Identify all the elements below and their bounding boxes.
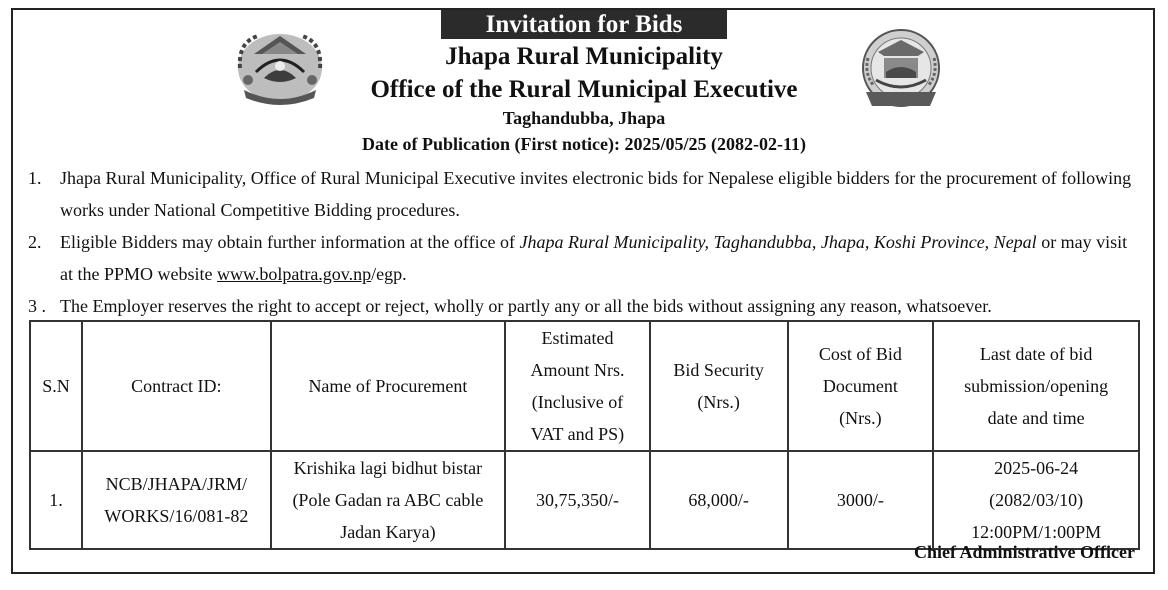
cell-last-date [933, 451, 1139, 549]
cell-bid-security: 68,000/- [650, 451, 788, 549]
paragraph-text-part: Eligible Bidders may obtain further information at the office of [60, 232, 520, 252]
office-location-italic: Jhapa Rural Municipality, Taghandubba, Jhapa, Koshi Province, Nepal [519, 232, 1037, 252]
header-cost-of-document [788, 321, 934, 451]
header-line: Last date of bid [979, 344, 1093, 364]
paragraph-text: Jhapa Rural Municipality, Office of Rural Municipal Executive invites electronic bids for Nepalese eligible bidders for the procurement of following works under National Competitive Bidding procedures. [60, 168, 1132, 220]
cell-procurement-name [271, 451, 505, 549]
cell-line: NCB/JHAPA/JRM/ [105, 474, 248, 494]
header-line: Bid Security [673, 360, 764, 380]
paragraph-2 [28, 226, 1143, 290]
cell-line: WORKS/16/081-82 [104, 506, 249, 526]
cell-cost-of-document: 3000/- [788, 451, 934, 549]
paragraph-text: The Employer reserves the right to accept or reject, wholly or partly any or all the bids without assigning any reason, whatsoever. [60, 296, 992, 316]
cell-line: 12:00PM/1:00PM [971, 522, 1102, 542]
header-line: (Inclusive of [531, 392, 624, 412]
municipality-title: Jhapa Rural Municipality [445, 43, 723, 70]
cell-line: (2082/03/10) [989, 490, 1084, 510]
notice-banner: Invitation for Bids [441, 10, 727, 39]
paragraph-number: 3 . [28, 296, 46, 316]
cell-estimated-amount: 30,75,350/- [505, 451, 650, 549]
ppmo-website-link[interactable]: www.bolpatra.gov.np [217, 264, 372, 284]
table-row [30, 451, 1139, 549]
signature-line: Chief Administrative Officer [914, 542, 1135, 562]
paragraph-number: 2. [28, 232, 42, 252]
office-title: Office of the Rural Municipal Executive [370, 76, 798, 103]
paragraph-text-part: /egp. [371, 264, 407, 284]
header-line: (Nrs.) [839, 408, 882, 428]
header-estimated-amount [505, 321, 650, 451]
header-line: Cost of Bid [818, 344, 902, 364]
paragraph-1 [28, 162, 1143, 226]
cell-line: Krishika lagi bidhut bistar [293, 458, 483, 478]
header-line: (Nrs.) [697, 392, 740, 412]
cell-contract-id [82, 451, 271, 549]
header-contract-id: Contract ID: [82, 321, 271, 451]
header-bid-security [650, 321, 788, 451]
header-line: Estimated [541, 328, 614, 348]
header-procurement-name: Name of Procurement [271, 321, 505, 451]
paragraph-text [28, 226, 1143, 290]
address-line: Taghandubba, Jhapa [502, 108, 666, 128]
header-line: submission/opening [964, 376, 1109, 396]
header-sn: S.N [30, 321, 82, 451]
paragraph-text-part: or may visit at the PPMO website [60, 232, 1128, 284]
cell-line: (Pole Gadan ra ABC cable [292, 490, 484, 510]
table-header-row [30, 321, 1139, 451]
paragraph-3 [28, 290, 1143, 322]
header-line: Amount Nrs. [530, 360, 625, 380]
header-line: VAT and PS) [530, 424, 625, 444]
cell-line: 2025-06-24 [994, 458, 1079, 478]
cell-sn: 1. [30, 451, 82, 549]
cell-line: Jadan Karya) [340, 522, 436, 542]
header-line: Document [822, 376, 898, 396]
header-last-date [933, 321, 1139, 451]
paragraph-number: 1. [28, 168, 42, 188]
header-line: date and time [987, 408, 1085, 428]
bids-table [29, 320, 1140, 550]
publication-date: Date of Publication (First notice): 2025/05/25 (2082-02-11) [362, 134, 806, 154]
